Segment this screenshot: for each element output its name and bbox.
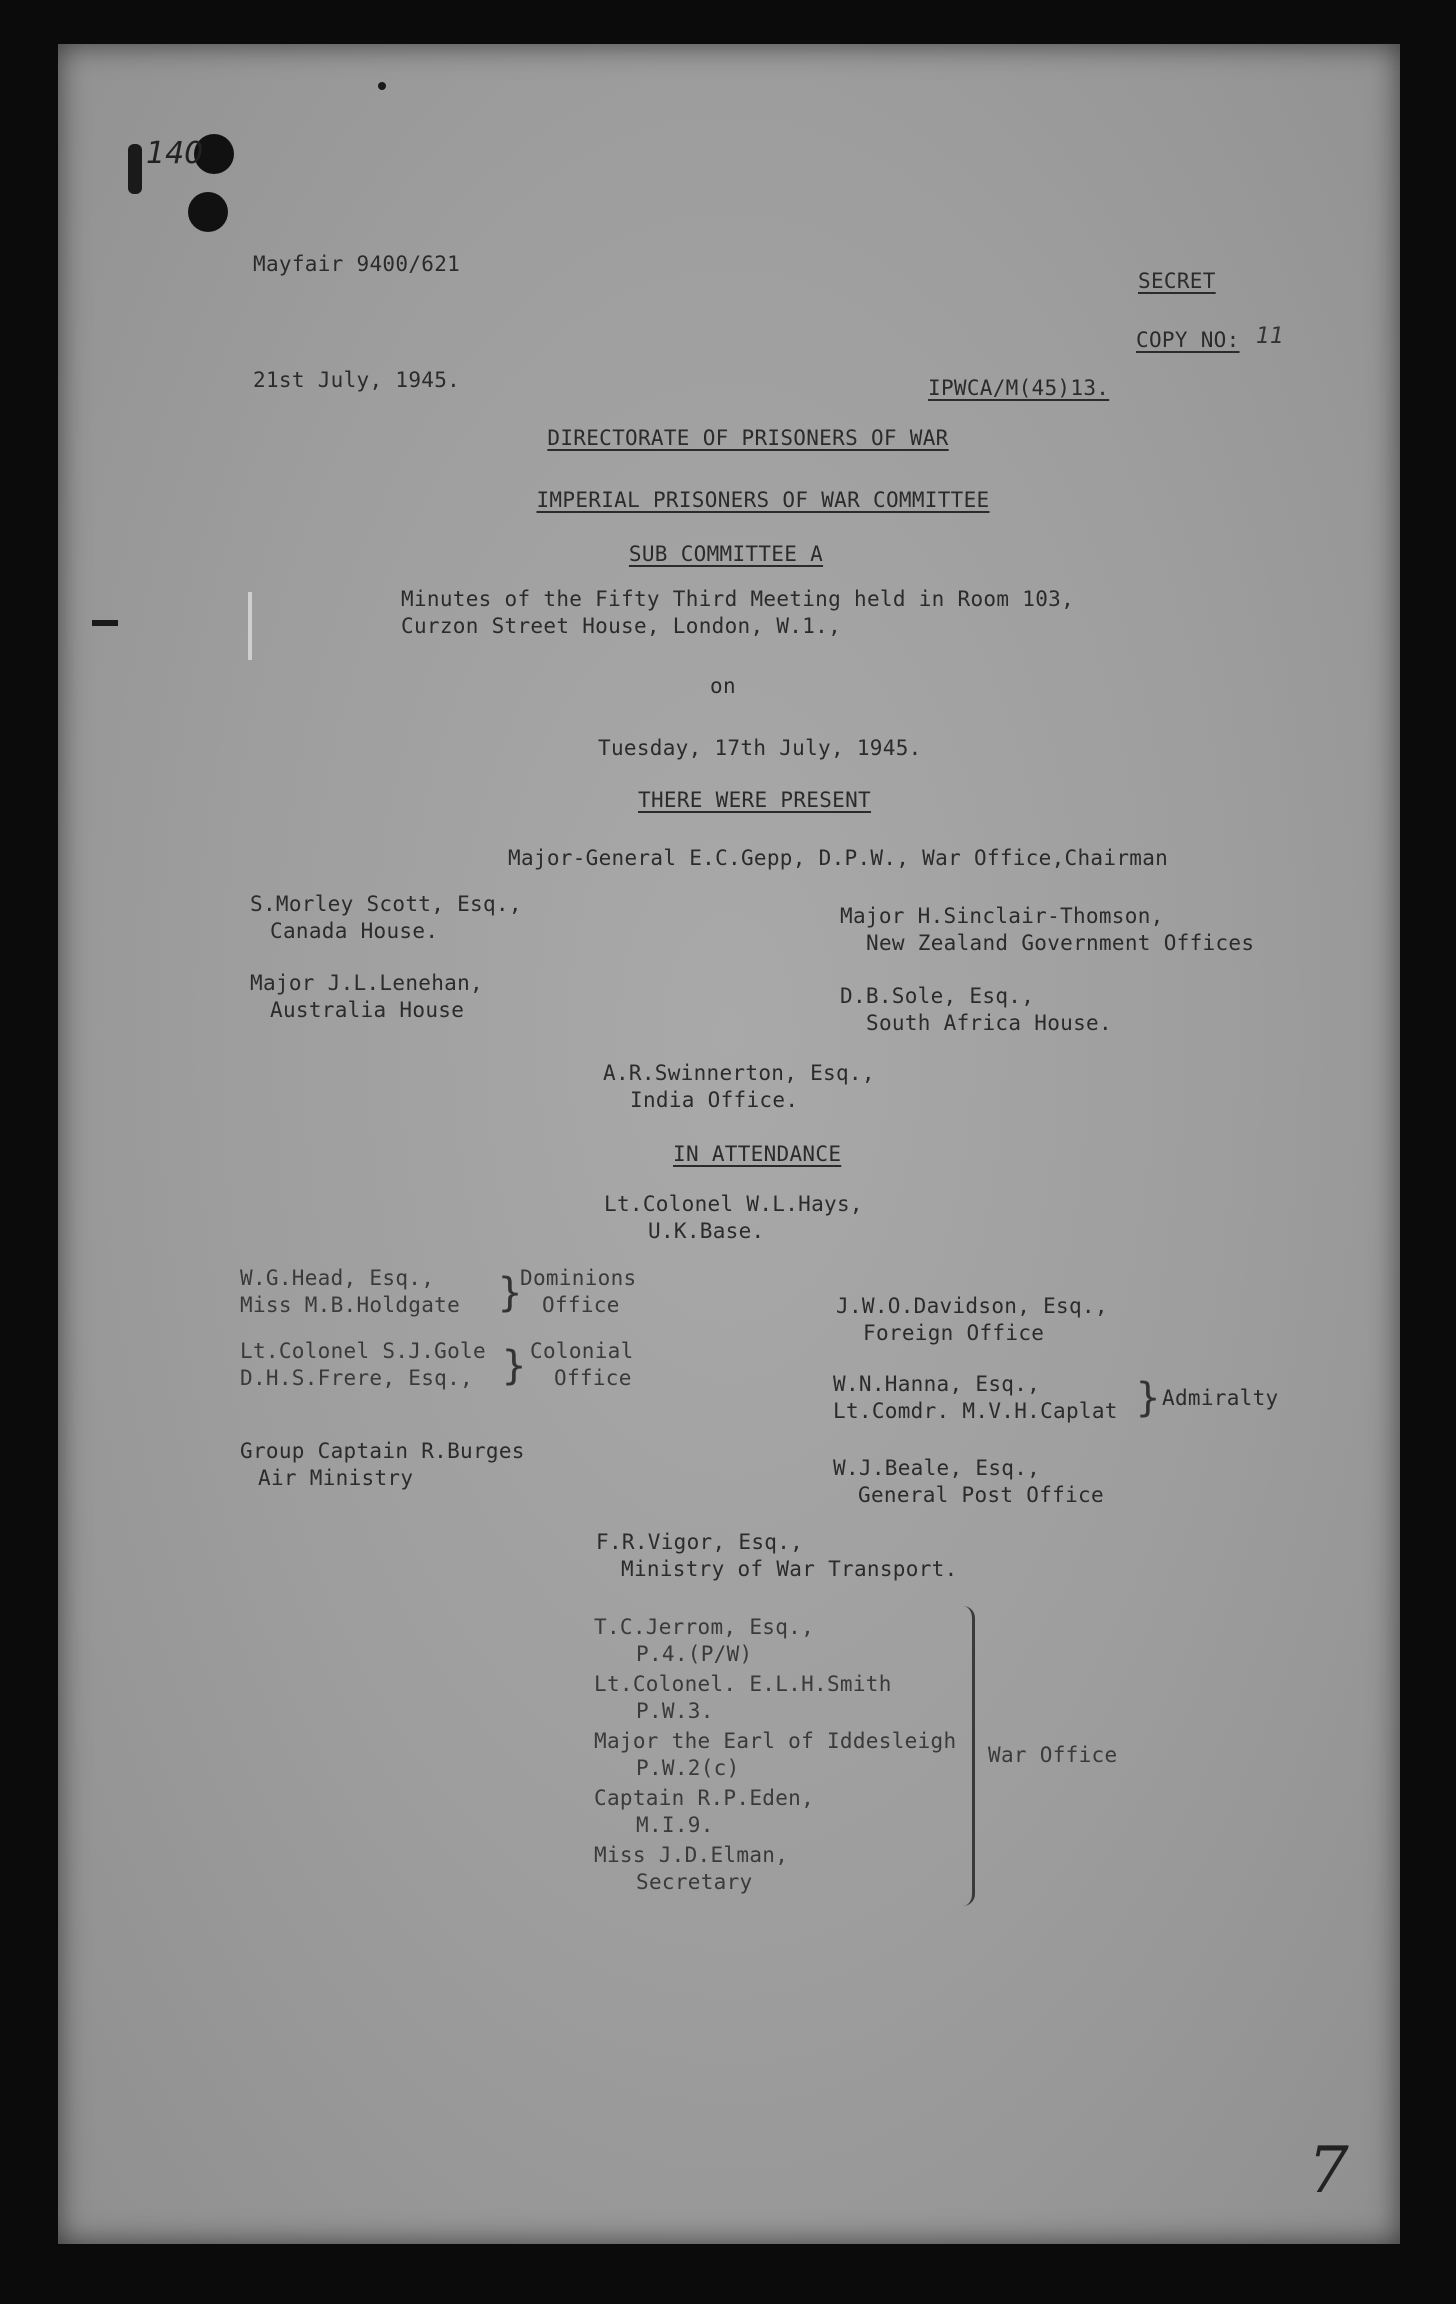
member-org: Australia House	[270, 998, 465, 1022]
intro-on: on	[710, 674, 736, 698]
member-name: A.R.Swinnerton, Esq.,	[603, 1061, 875, 1085]
ink-dash	[92, 620, 118, 626]
title-directorate: DIRECTORATE OF PRISONERS OF WAR	[547, 426, 949, 450]
brace-right: }	[498, 1270, 523, 1316]
brace-right: }	[1136, 1375, 1161, 1421]
org-line: Dominions	[520, 1266, 637, 1290]
copy-number: 11	[1256, 324, 1284, 349]
war-office-line: Lt.Colonel. E.L.H.Smith	[594, 1672, 892, 1696]
meeting-date: Tuesday, 17th July, 1945.	[598, 736, 922, 760]
attendee-name: J.W.O.Davidson, Esq.,	[836, 1294, 1108, 1318]
reference-number: IPWCA/M(45)13.	[928, 376, 1110, 400]
member-name: S.Morley Scott, Esq.,	[250, 892, 522, 916]
phone-number: Mayfair 9400/621	[253, 252, 461, 276]
war-office-line: P.4.(P/W)	[636, 1642, 753, 1666]
attendee-org: Air Ministry	[258, 1466, 414, 1490]
intro-line-2: Curzon Street House, London, W.1.,	[401, 614, 842, 638]
ink-mark	[128, 144, 142, 194]
org-line: Office	[542, 1293, 620, 1317]
issue-date: 21st July, 1945.	[253, 368, 461, 392]
attendee-name: W.J.Beale, Esq.,	[833, 1456, 1041, 1480]
page-number: 7	[1308, 2134, 1349, 2208]
attendee-org: General Post Office	[858, 1483, 1104, 1507]
attendee-org: U.K.Base.	[648, 1219, 765, 1243]
war-office-line: Secretary	[636, 1870, 753, 1894]
war-office-org: War Office	[988, 1743, 1118, 1767]
org-line: Office	[554, 1366, 632, 1390]
member-name: D.B.Sole, Esq.,	[840, 984, 1035, 1008]
title-subcommittee: SUB COMMITTEE A	[628, 542, 824, 566]
attendee-name: D.H.S.Frere, Esq.,	[240, 1366, 473, 1390]
attendee-name: Lt.Comdr. M.V.H.Caplat	[833, 1399, 1118, 1423]
war-office-line: P.W.2(c)	[636, 1756, 740, 1780]
attendance-heading: IN ATTENDANCE	[673, 1142, 842, 1166]
punch-hole-bottom	[188, 192, 228, 232]
title-committee: IMPERIAL PRISONERS OF WAR COMMITTEE	[536, 488, 990, 512]
brace-right: }	[502, 1343, 527, 1389]
attendee-org: Admiralty	[1162, 1386, 1279, 1410]
member-org: New Zealand Government Offices	[866, 931, 1255, 955]
attendee-org: Ministry of War Transport.	[621, 1557, 958, 1581]
member-org: Canada House.	[270, 919, 439, 943]
war-office-line: Major the Earl of Iddesleigh	[594, 1729, 957, 1753]
attendee-name: Lt.Colonel S.J.Gole	[240, 1339, 486, 1363]
chairman: Major-General E.C.Gepp, D.P.W., War Office,Chairman	[508, 846, 1169, 870]
war-office-line: P.W.3.	[636, 1699, 714, 1723]
org-line: Colonial	[530, 1339, 634, 1363]
war-office-line: M.I.9.	[636, 1813, 714, 1837]
war-office-line: Captain R.P.Eden,	[594, 1786, 815, 1810]
copy-label: COPY NO:	[1136, 328, 1240, 352]
ink-dot	[378, 82, 386, 90]
member-org: South Africa House.	[866, 1011, 1112, 1035]
attendee-name: Group Captain R.Burges	[240, 1439, 525, 1463]
classification: SECRET	[1138, 269, 1216, 293]
attendee-name: Miss M.B.Holdgate	[240, 1293, 461, 1317]
member-name: Major J.L.Lenehan,	[250, 971, 483, 995]
intro-line-1: Minutes of the Fifty Third Meeting held in Room 103,	[401, 587, 1075, 611]
present-heading: THERE WERE PRESENT	[638, 788, 871, 812]
war-office-line: T.C.Jerrom, Esq.,	[594, 1615, 815, 1639]
margin-line	[248, 592, 252, 660]
member-name: Major H.Sinclair-Thomson,	[840, 904, 1164, 928]
attendee-name: F.R.Vigor, Esq.,	[596, 1530, 804, 1554]
member-org: India Office.	[630, 1088, 799, 1112]
war-office-line: Miss J.D.Elman,	[594, 1843, 789, 1867]
corner-number: 140	[146, 136, 204, 171]
attendee-name: W.N.Hanna, Esq.,	[833, 1372, 1041, 1396]
attendee-name: Lt.Colonel W.L.Hays,	[604, 1192, 863, 1216]
attendee-org: Foreign Office	[863, 1321, 1045, 1345]
war-office-brace	[962, 1606, 975, 1906]
document-page	[58, 44, 1400, 2244]
attendee-name: W.G.Head, Esq.,	[240, 1266, 435, 1290]
